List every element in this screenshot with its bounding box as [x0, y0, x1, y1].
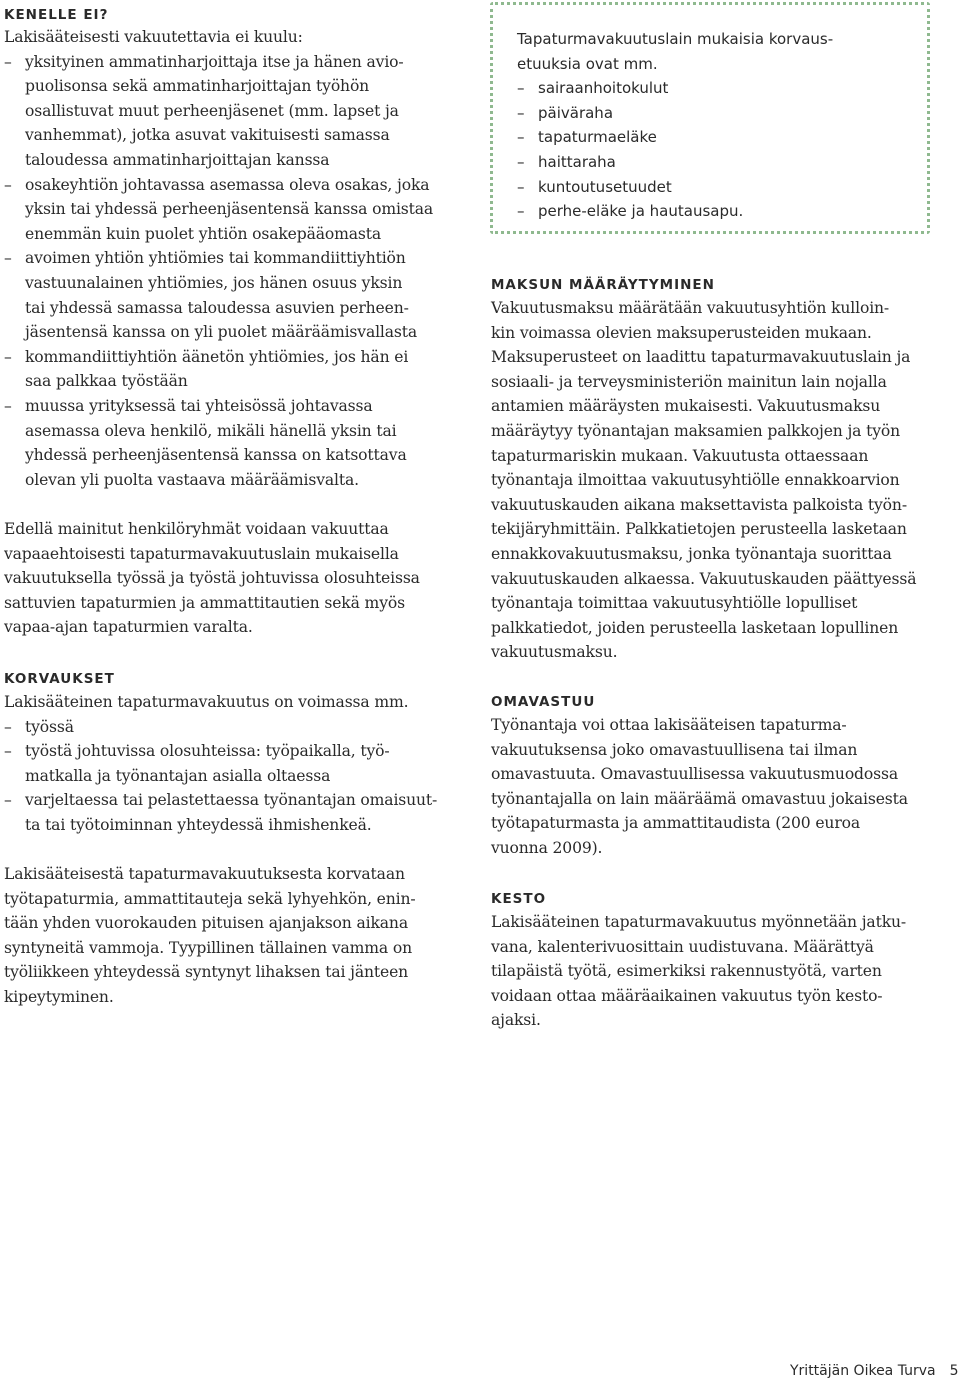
text-line: sosiaali- ja terveysministeriön mainitun lain nojalla [491, 372, 887, 391]
box-intro-line: etuuksia ovat mm. [517, 54, 658, 73]
list-item-line: – varjeltaessa tai pelastettaessa työnantajan omaisuut- [25, 791, 438, 810]
text-line: syntyneitä vammoja. Tyypillinen tällainen vamma on [4, 938, 413, 957]
kesto-paragraph [491, 910, 941, 1033]
list-item-line: vanhemmat), jotka asuvat vakituisesti samassa [25, 126, 390, 145]
section-heading-maksun-maaraytyminen: MAKSUN MÄÄRÄYTYMINEN [491, 277, 715, 293]
list-item [4, 739, 452, 788]
list-item [4, 173, 452, 247]
text-line: vakuutuskauden alkaessa. Vakuutuskauden päättyessä [491, 569, 917, 588]
list-item [4, 715, 452, 740]
list-item [4, 246, 452, 344]
benefit-item: – tapaturmaeläke [517, 125, 917, 150]
list-item-line: matkalla ja työnantajan asialla oltaessa [25, 766, 331, 785]
benefit-item: – sairaanhoitokulut [517, 76, 917, 101]
text-line: työnantaja ilmoittaa vakuutusyhtiölle ennakkoarvion [491, 471, 900, 490]
list-item-line: – muussa yrityksessä tai yhteisössä johtavassa [25, 396, 373, 415]
text-line: vapaaehtoisesti tapaturmavakuutuslain mukaisella [4, 544, 399, 563]
text-line: voidaan ottaa määräaikainen vakuutus työn kesto- [491, 986, 883, 1005]
list-item-line: – työstä johtuvissa olosuhteissa: työpaikalla, työ- [25, 742, 390, 761]
section-heading-kenelle: KENELLE EI? [4, 7, 109, 23]
benefit-item: – haittaraha [517, 150, 917, 175]
list-item-line: puolisonsa sekä ammatinharjoittajan työhön [25, 77, 370, 96]
text-line: vakuutuksensa joko omavastuullisena tai ilman [491, 740, 858, 759]
list-item-line: – yksityinen ammatinharjoittaja itse ja hänen avio- [25, 52, 404, 71]
list-item-line: asemassa oleva henkilö, mikäli hänellä yksin tai [25, 421, 397, 440]
text-line: määräytyy työnantajan maksamien palkkojen ja työn [491, 421, 901, 440]
text-line: vakuutusmaksu. [491, 643, 618, 662]
text-line: vapaa-ajan tapaturmien varalta. [4, 618, 253, 637]
omavastuu-paragraph [491, 713, 941, 861]
list-item-line: saa palkkaa työstään [25, 372, 188, 391]
text-line: Vakuutusmaksu määrätään vakuutusyhtiön kulloin- [491, 299, 890, 317]
benefit-item: – kuntoutusetuudet [517, 175, 917, 200]
list-item-line: taloudessa ammatinharjoittajan kanssa [25, 150, 330, 169]
kenelle-section [4, 25, 452, 492]
text-line: Lakisääteisestä tapaturmavakuutuksesta korvataan [4, 865, 405, 883]
korvaukset-list [4, 715, 452, 838]
text-line: ajaksi. [491, 1011, 541, 1030]
text-line: antamien määräysten mukaisesti. Vakuutusmaksu [491, 397, 881, 416]
list-item-line: tai yhdessä samassa taloudessa asuvien perheen- [25, 298, 409, 317]
list-item-line: – työssä [25, 717, 74, 736]
text-line: vakuutuskauden aikana maksettavista palkoista työn- [491, 495, 907, 514]
benefits-box-content [517, 27, 917, 224]
text-line: työnantajalla on lain määräämä omavastuu jokaisesta [491, 789, 908, 808]
benefits-intro [517, 27, 917, 76]
list-item-line: – kommandiittiyhtiön äänetön yhtiömies, jos hän ei [25, 347, 409, 366]
list-item [4, 50, 452, 173]
text-line: työtapaturmia, ammattitauteja sekä lyhyehkön, enin- [4, 889, 416, 908]
benefit-item: – päiväraha [517, 101, 917, 126]
text-line: työtapaturmasta ja ammattitaudista (200 euroa [491, 814, 861, 833]
text-line: työnantaja toimittaa vakuutusyhtiölle lopulliset [491, 594, 858, 613]
section-heading-korvaukset: KORVAUKSET [4, 671, 115, 687]
list-item [4, 394, 452, 492]
list-item-line: yhdessä perheenjäsentensä kanssa on katsottava [25, 446, 407, 465]
text-line: tään yhden vuorokauden pituisen ajanjakson aikana [4, 914, 408, 933]
text-line: Maksuperusteet on laadittu tapaturmavakuutuslain ja [491, 348, 911, 367]
vapaaehtoinen-paragraph [4, 517, 452, 640]
kenelle-list [4, 50, 452, 493]
text-line: tapaturmariskin mukaan. Vakuutusta ottaessaan [491, 446, 869, 465]
list-item-line: – avoimen yhtiön yhtiömies tai kommandiittiyhtiön [25, 249, 406, 268]
text-line: tilapäistä työtä, esimerkiksi rakennustyötä, varten [491, 962, 882, 981]
text-line: Edellä mainitut henkilöryhmät voidaan vakuuttaa [4, 520, 389, 538]
text-line: ennakkovakuutusmaksu, jonka työnantaja suorittaa [491, 544, 892, 563]
text-line: Lakisääteinen tapaturmavakuutus myönnetään jatku- [491, 913, 907, 931]
page-number: 5 [949, 1363, 959, 1379]
text-line: kipeytyminen. [4, 987, 114, 1006]
list-item-line: osallistuvat muut perheenjäsenet (mm. lapset ja [25, 101, 399, 120]
list-item-line: – osakeyhtiön johtavassa asemassa oleva osakas, joka [25, 175, 430, 194]
list-item-line: jäsentensä kanssa on yli puolet määräämisvallasta [25, 323, 418, 342]
list-item-line: enemmän kuin puolet yhtiön osakepääomasta [25, 224, 382, 243]
list-item-line: olevan yli puolta vastaava määräämisvalta. [25, 470, 359, 489]
section-heading-omavastuu: OMAVASTUU [491, 694, 596, 710]
section-heading-kesto: KESTO [491, 891, 547, 907]
korvaukset-section [4, 690, 452, 838]
text-line: palkkatiedot, joiden perusteella lasketaan lopullinen [491, 618, 899, 637]
text-line: vuonna 2009). [491, 838, 603, 857]
box-intro-line: Tapaturmavakuutuslain mukaisia korvaus- [517, 30, 834, 48]
text-line: omavastuuta. Omavastuullisessa vakuutusmuodossa [491, 765, 898, 784]
maksun-paragraph [491, 296, 941, 665]
list-item [4, 788, 452, 837]
text-line: työliikkeen yhteydessä syntynyt lihaksen tai jänteen [4, 963, 409, 982]
list-item-line: yksin tai yhdessä perheenjäsentensä kanssa omistaa [25, 200, 434, 219]
page-footer [790, 1363, 959, 1379]
text-line: Työnantaja voi ottaa lakisääteisen tapaturma- [491, 716, 847, 734]
korvataan-paragraph [4, 862, 452, 1010]
benefit-item: – perhe-eläke ja hautausapu. [517, 199, 917, 224]
kenelle-intro: Lakisääteisesti vakuutettavia ei kuulu: [4, 28, 303, 46]
list-item-line: vastuunalainen yhtiömies, jos hänen osuus yksin [25, 273, 403, 292]
benefits-box [490, 2, 930, 234]
list-item [4, 345, 452, 394]
text-line: tekijäryhmittäin. Palkkatietojen perusteella lasketaan [491, 520, 907, 539]
text-line: kin voimassa olevien maksuperusteiden mukaan. [491, 323, 872, 342]
list-item-line: ta tai työtoiminnan yhteydessä ihmishenkeä. [25, 815, 372, 834]
korvaukset-intro: Lakisääteinen tapaturmavakuutus on voimassa mm. [4, 693, 409, 711]
footer-brand: Yrittäjän Oikea Turva [790, 1363, 936, 1379]
text-line: vakuutuksella työssä ja työstä johtuvissa olosuhteissa [4, 569, 420, 588]
text-line: sattuvien tapaturmien ja ammattitautien sekä myös [4, 593, 405, 612]
benefits-list [517, 76, 917, 224]
text-line: vana, kalenterivuosittain uudistuvana. Määrättyä [491, 937, 874, 956]
